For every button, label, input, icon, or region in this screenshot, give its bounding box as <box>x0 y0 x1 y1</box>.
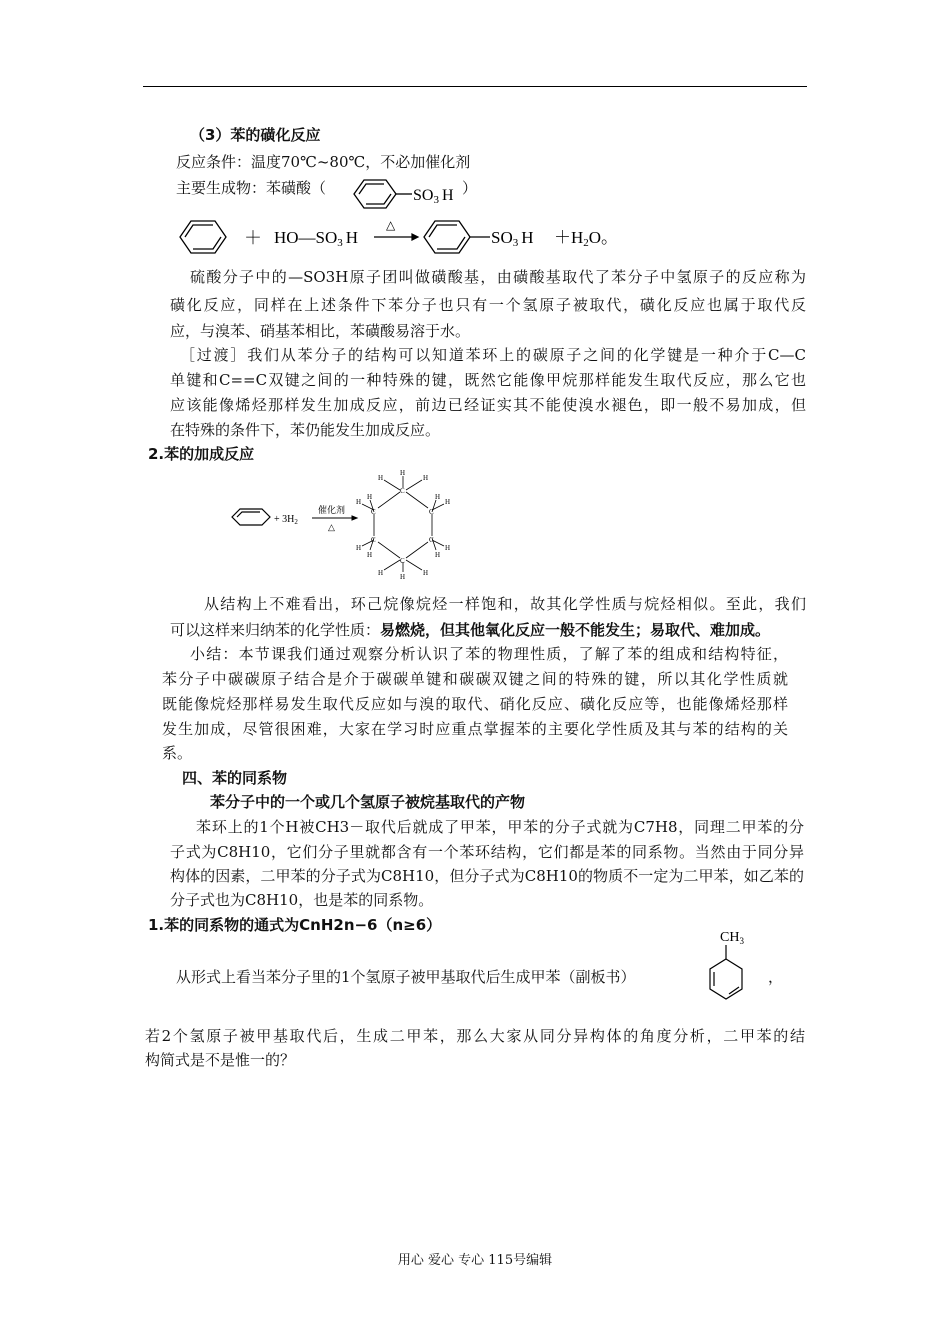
svg-text:H: H <box>445 498 451 506</box>
header-rule <box>143 86 807 87</box>
benzene-ring-icon <box>180 221 226 253</box>
para-structure-2-prefix: 可以这样来归纳苯的化学性质： <box>170 621 381 639</box>
sulfonation-equation <box>178 215 658 259</box>
svg-text:H: H <box>445 544 451 552</box>
hydrogenation-equation <box>228 470 468 580</box>
product-close-paren: ） <box>462 179 478 197</box>
svg-text:C: C <box>429 536 434 544</box>
svg-text:C: C <box>400 487 405 495</box>
svg-text:C: C <box>371 536 376 544</box>
summary-line-4: 发生加成，尽管很困难，大家在学习时应重点掌握苯的主要化学性质及其与苯的结构的关 <box>162 720 788 738</box>
section-heading-sulfonation: （3）苯的磺化反应 <box>190 126 321 144</box>
benzene-ring-icon <box>424 221 470 253</box>
svg-text:C: C <box>371 508 376 516</box>
para-homologues-2: 子式为C8H10，它们分子里就都含有一个苯环结构，它们都是苯的同系物。当然由于同分异 <box>170 843 804 861</box>
homologues-definition: 苯分子中的一个或几个氢原子被烷基取代的产物 <box>210 793 526 811</box>
trailing-comma: ， <box>768 968 784 986</box>
properties-summary-bold: 易燃烧，但其他氧化反应一般不能发生；易取代、难加成。 <box>380 621 771 639</box>
svg-text:H: H <box>367 493 373 501</box>
svg-text:H: H <box>378 474 384 482</box>
para-transition-3: 应该能像烯烃那样发生加成反应，前边已经证实其不能使溴水褪色，即一般不易加成，但 <box>170 396 806 414</box>
benzene-ring-icon <box>354 180 396 208</box>
heat-symbol: △ <box>328 522 335 532</box>
sulfuric-acid-formula: HO—SO3 H <box>274 228 359 249</box>
final-question-1: 若2个氢原子被甲基取代后，生成二甲苯，那么大家从同分异构体的角度分析，二甲苯的结 <box>145 1027 805 1045</box>
cyclohexane-structure <box>356 469 450 581</box>
so3h-group: SO3 H <box>413 187 454 206</box>
svg-text:C: C <box>400 557 405 565</box>
benzenesulfonic-acid-structure <box>350 176 470 212</box>
para-homologues-3: 构体的因素，二甲苯的分子式为C8H10，但分子式为C8H10的物质不一定为二甲苯，如乙苯的 <box>170 867 804 885</box>
svg-text:H: H <box>400 469 406 477</box>
final-question-2: 构简式是不是惟一的？ <box>145 1051 296 1069</box>
general-formula-heading: 1.苯的同系物的通式为CnH2n−6（n≥6） <box>148 916 442 934</box>
heat-symbol: △ <box>386 218 396 232</box>
reaction-condition: 反应条件：温度70℃~80℃，不必加催化剂 <box>176 153 471 171</box>
para-structure-2 <box>170 620 770 640</box>
para-sulfonic-3: 应，与溴苯、硝基苯相比，苯磺酸易溶于水。 <box>170 322 471 340</box>
main-product-label: 主要生成物：苯磺酸（ <box>176 179 327 197</box>
catalyst-label: 催化剂 <box>318 505 346 515</box>
reaction-arrow-icon <box>312 516 357 520</box>
svg-text:H: H <box>423 474 429 482</box>
benzene-ring-icon <box>710 959 742 999</box>
summary-line-3: 既能像烷烃那样易发生取代反应如与溴的取代、硝化反应、磺化反应等，也能像烯烃那样 <box>162 695 788 713</box>
section-heading-homologues: 四、苯的同系物 <box>182 769 288 787</box>
page-footer: 用心 爱心 专心 115号编辑 <box>397 1253 553 1268</box>
svg-text:H: H <box>356 544 362 552</box>
svg-text:H: H <box>367 551 373 559</box>
para-transition-1: ［过渡］我们从苯分子的结构可以知道苯环上的碳原子之间的化学键是一种介于C—C <box>180 346 806 364</box>
para-homologues-4: 分子式也为C8H10，也是苯的同系物。 <box>170 891 434 909</box>
para-transition-2: 单键和C==C双键之间的一种特殊的键，既然它能像甲烷那样能发生取代反应，那么它也 <box>170 371 806 389</box>
summary-line-1: 小结：本节课我们通过观察分析认识了苯的物理性质，了解了苯的组成和结构特征， <box>190 645 788 663</box>
plus-sign: ＋ <box>244 228 262 248</box>
svg-text:H: H <box>356 498 362 506</box>
svg-text:H: H <box>423 569 429 577</box>
svg-text:H: H <box>435 551 441 559</box>
water-formula: ＋H2O。 <box>554 228 619 249</box>
reaction-arrow-icon <box>374 234 418 240</box>
svg-text:C: C <box>429 508 434 516</box>
para-homologues-1: 苯环上的1个H被CH3－取代后就成了甲苯，甲苯的分子式就为C7H8，同理二甲苯的分 <box>196 818 804 836</box>
svg-text:H: H <box>378 569 384 577</box>
hydrogen-reagent: + $3H_2$ <box>274 514 298 526</box>
toluene-sentence: 从形式上看当苯分子里的1个氢原子被甲基取代后生成甲苯（副板书） <box>176 968 636 986</box>
summary-line-2: 苯分子中碳碳原子结合是介于碳碳单键和碳碳双键之间的特殊的键，所以其化学性质就 <box>162 670 788 688</box>
para-transition-4: 在特殊的条件下，苯仍能发生加成反应。 <box>170 421 441 439</box>
section-heading-addition: 2.苯的加成反应 <box>148 445 255 463</box>
svg-text:H: H <box>435 493 441 501</box>
toluene-structure <box>700 925 760 1005</box>
para-sulfonic-2: 磺化反应，同样在上述条件下苯分子也只有一个氢原子被取代，磺化反应也属于取代反 <box>170 296 806 314</box>
product-so3h: SO3 H <box>491 228 534 249</box>
summary-line-5: 系。 <box>162 744 193 762</box>
benzene-ring-icon <box>232 509 270 525</box>
methyl-label: $CH_3$ <box>720 930 744 946</box>
para-structure-1: 从结构上不难看出，环己烷像烷烃一样饱和，故其化学性质与烷烃相似。至此，我们 <box>204 595 806 613</box>
svg-text:H: H <box>400 573 406 581</box>
para-sulfonic-1: 硫酸分子中的—SO3H原子团叫做磺酸基，由磺酸基取代了苯分子中氢原子的反应称为 <box>190 268 806 286</box>
